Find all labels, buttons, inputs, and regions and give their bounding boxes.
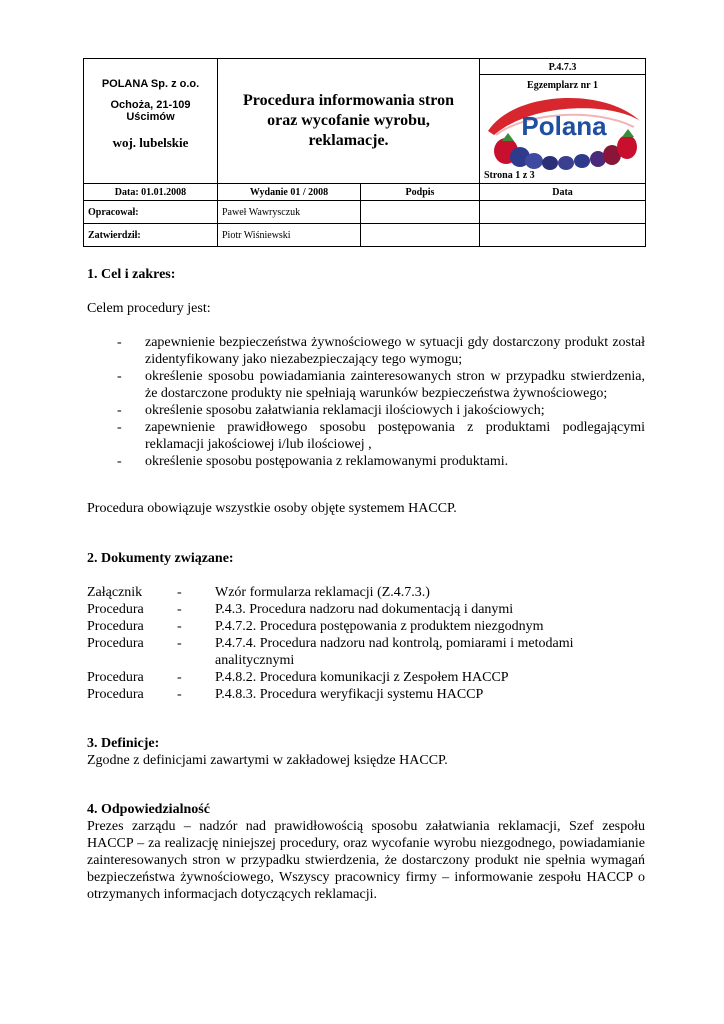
logo-text: Polana: [521, 111, 607, 141]
company-address-line1: Ochoża, 21-109: [110, 99, 191, 111]
list-item: - zapewnienie prawidłowego sposobu postępowania z produktami podlegającymi reklamacji jakościowej i/lub ilościowej ,: [117, 420, 645, 452]
section1-heading: 1. Cel i zakres:: [87, 267, 176, 282]
company-address-line2: Uścimów: [126, 111, 175, 123]
prepared-signature: [361, 201, 480, 224]
document-code: P.4.7.3: [548, 62, 577, 73]
document-title: [218, 59, 480, 184]
company-region: woj. lubelskie: [112, 135, 189, 150]
list-item: Procedura - P.4.8.3. Procedura weryfikacji systemu HACCP: [87, 687, 484, 702]
approved-date: [480, 224, 646, 247]
prepared-by: Paweł Wawrysczuk: [218, 201, 361, 224]
list-item: Procedura - P.4.8.2. Procedura komunikacji z Zespołem HACCP: [87, 670, 509, 685]
section1-bullets: [87, 334, 645, 470]
signature-header: Podpis: [361, 184, 480, 201]
related-documents-list: [87, 584, 645, 703]
list-item: - określenie sposobu powiadamiania zainteresowanych stron w przypadku stwierdzenia, że dostarczone produkty nie spełniają warunków bezpieczeństwa żywnościowego;: [117, 369, 645, 401]
section3-heading: 3. Definicje:: [87, 736, 160, 751]
date-header: Data: [480, 184, 646, 201]
header-right-cell: [480, 59, 646, 184]
approved-by: Piotr Wiśniewski: [218, 224, 361, 247]
list-item: Procedura - P.4.7.4. Procedura nadzoru nad kontrolą, pomiarami i metodami analitycznymi: [87, 636, 574, 668]
section3-text: Zgodne z definicjami zawartymi w zakładowej księdze HACCP.: [87, 753, 448, 768]
list-item: - określenie sposobu załatwiania reklamacji ilościowych i jakościowych;: [117, 403, 545, 418]
section1-closing: Procedura obowiązuje wszystkie osoby objęte systemem HACCP.: [87, 501, 457, 516]
approved-label: Zatwierdził:: [84, 224, 218, 247]
issue-date: Data: 01.01.2008: [84, 184, 218, 201]
edition: Wydanie 01 / 2008: [218, 184, 361, 201]
prepared-date: [480, 201, 646, 224]
document-title-text: Procedura informowania stron oraz wycofanie wyrobu, reklamacje.: [243, 92, 454, 149]
header-table: [83, 58, 646, 247]
list-item: Załącznik - Wzór formularza reklamacji (Z.4.7.3.): [87, 585, 430, 600]
list-item: Procedura - P.4.7.2. Procedura postępowania z produktem niezgodnym: [87, 619, 544, 634]
list-item: - zapewnienie bezpieczeństwa żywnościowego w sytuacji gdy dostarczony produkt został zidentyfikowany jako niezabezpieczający tego wymogu;: [117, 335, 645, 367]
approved-signature: [361, 224, 480, 247]
section2-heading: 2. Dokumenty związane:: [87, 551, 234, 566]
company-name: POLANA Sp. z o.o.: [101, 78, 200, 90]
polana-logo: [484, 91, 642, 173]
list-item: Procedura - P.4.3. Procedura nadzoru nad dokumentacją i danymi: [87, 602, 514, 617]
list-item: - określenie sposobu postępowania z reklamowanymi produktami.: [117, 454, 509, 469]
company-info: [84, 59, 218, 184]
section4-heading: 4. Odpowiedzialność: [87, 802, 210, 817]
prepared-label: Opracował:: [84, 201, 218, 224]
section1-intro: Celem procedury jest:: [87, 301, 211, 316]
section4-text: Prezes zarządu – nadzór nad prawidłowością sposobu załatwiania reklamacji, Szef zespołu HACCP – za realizację niniejszej procedury, oraz wycofanie wyrobu niezgodnego, powiadamianie zainteresowanych stron w przypadku stwierdzenia, że dostarczony produkt nie spełnia wymagań bezpieczeństwa żywnościowego, Wszyscy pracownicy firmy – informowanie zespołu HACCP o otrzymanych informacjach dotyczących reklamacji.: [87, 819, 645, 902]
page-indicator: Strona 1 z 3: [484, 170, 535, 181]
copy-number: Egzemplarz nr 1: [527, 80, 598, 91]
